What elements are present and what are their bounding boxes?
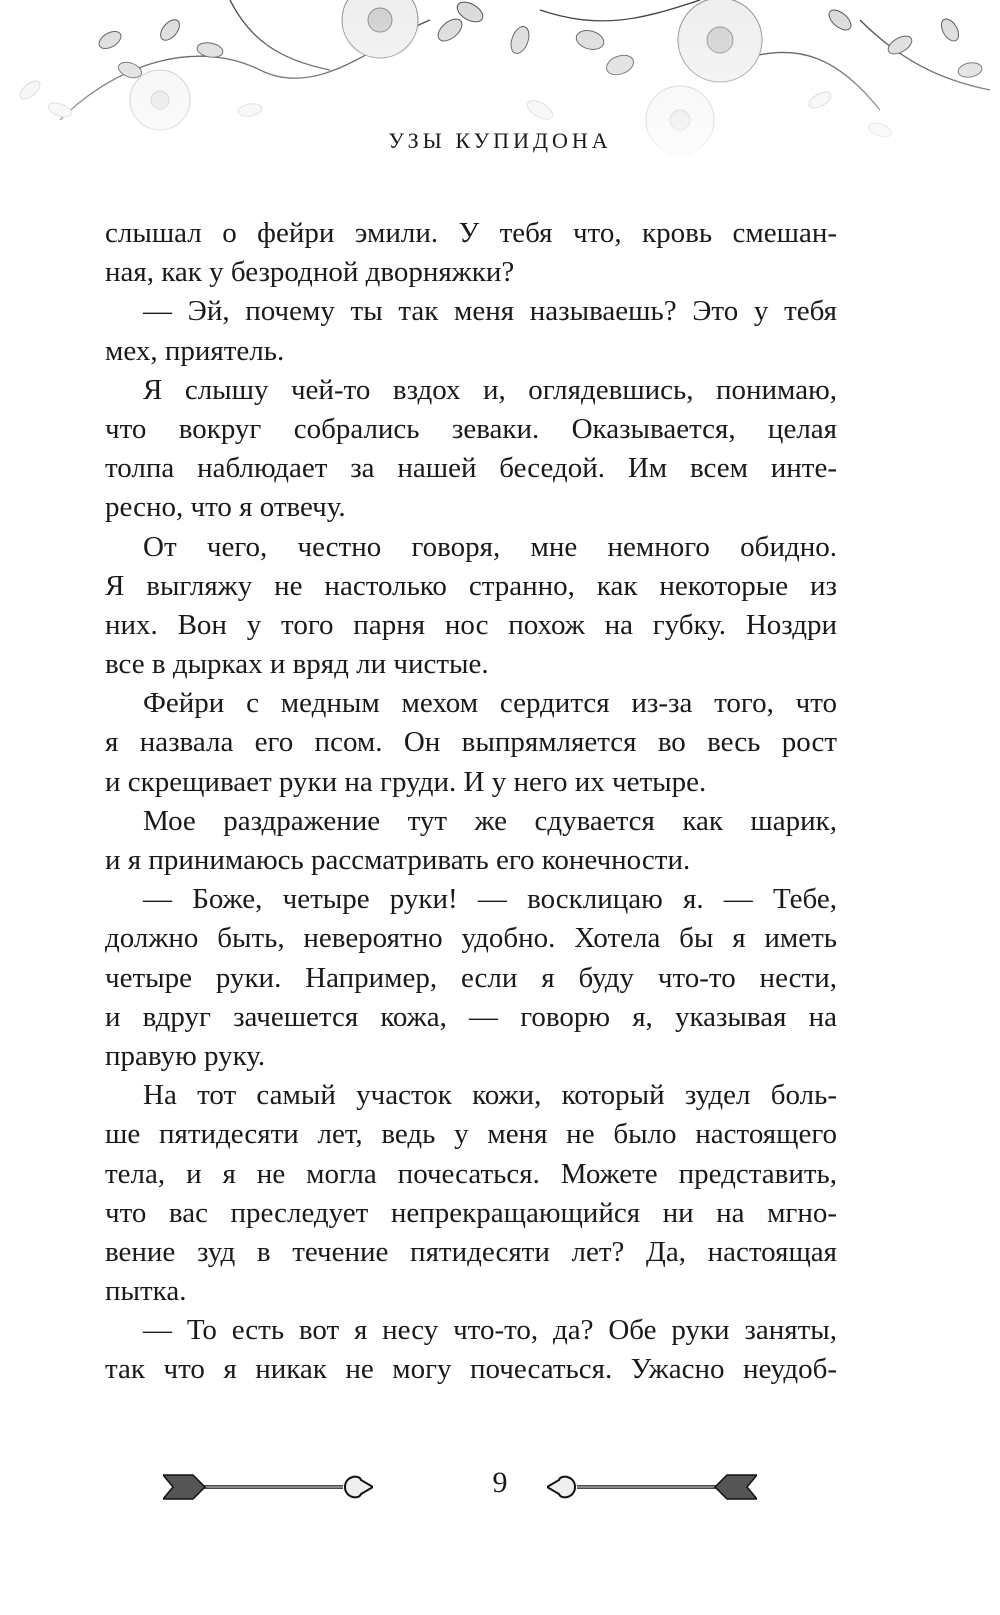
text-line: — Эй, почему ты так меня называешь? Это у тебя: [143, 295, 837, 328]
text-line: ресно, что я отвечу.: [105, 491, 346, 524]
page-footer: [0, 1462, 1000, 1512]
text-line: — Боже, четыре руки! — восклицаю я. — Тебе,: [143, 883, 837, 916]
text-line: я назвала его псом. Он выпрямляется во весь рост: [105, 726, 837, 759]
text-line: От чего, честно говоря, мне немного обидно.: [143, 530, 837, 563]
text-line: пытка.: [105, 1275, 187, 1308]
text-line: — То есть вот я несу что-то, да? Обе руки заняты,: [143, 1314, 837, 1347]
text-line: Я выгляжу не настолько странно, как некоторые из: [105, 569, 837, 602]
text-line: что вокруг собрались зеваки. Оказывается, целая: [105, 412, 837, 445]
text-line: все в дырках и вряд ли чистые.: [105, 648, 489, 681]
text-line: правую руку.: [105, 1039, 266, 1072]
text-line: Фейри с медным мехом сердится из-за того, что: [143, 687, 837, 720]
text-line: ше пятидесяти лет, ведь у меня не было настоящего: [105, 1118, 837, 1151]
text-line: вение зуд в течение пятидесяти лет? Да, настоящая: [105, 1235, 837, 1268]
text-line: и скрещивает руки на груди. И у него их четыре.: [105, 765, 707, 798]
text-line: мех, приятель.: [105, 334, 285, 367]
text-line: тела, и я не могла почесаться. Можете представить,: [105, 1157, 837, 1190]
text-line: Мое раздражение тут же сдувается как шарик,: [143, 804, 837, 837]
running-title: УЗЫ КУПИДОНА: [388, 128, 612, 153]
text-line: Я слышу чей-то вздох и, оглядевшись, понимаю,: [143, 373, 837, 406]
text-line: них. Вон у того парня нос похож на губку. Ноздри: [105, 608, 837, 641]
body-text: [105, 214, 837, 1390]
text-line: На тот самый участок кожи, который зудел боль-: [143, 1079, 837, 1112]
text-line: слышал о фейри эмили. У тебя что, кровь смешан-: [105, 217, 837, 249]
text-line: и вдруг зачешется кожа, — говорю я, указывая на: [105, 1000, 837, 1033]
cupid-arrow-left-icon: [547, 1472, 757, 1502]
text-line: должно быть, невероятно удобно. Хотела бы я иметь: [105, 922, 837, 955]
page-number: 9: [492, 1466, 508, 1499]
text-line: четыре руки. Например, если я буду что-то нести,: [105, 961, 837, 994]
text-line: и я принимаюсь рассматривать его конечности.: [105, 844, 691, 876]
text-line: толпа наблюдает за нашей беседой. Им всем инте-: [105, 452, 837, 485]
text-line: так что я никак не могу почесаться. Ужасно неудоб-: [105, 1353, 837, 1386]
text-line: ная, как у безродной дворняжки?: [105, 256, 515, 289]
text-line: что вас преследует непрекращающийся ни на мгно-: [105, 1196, 837, 1229]
